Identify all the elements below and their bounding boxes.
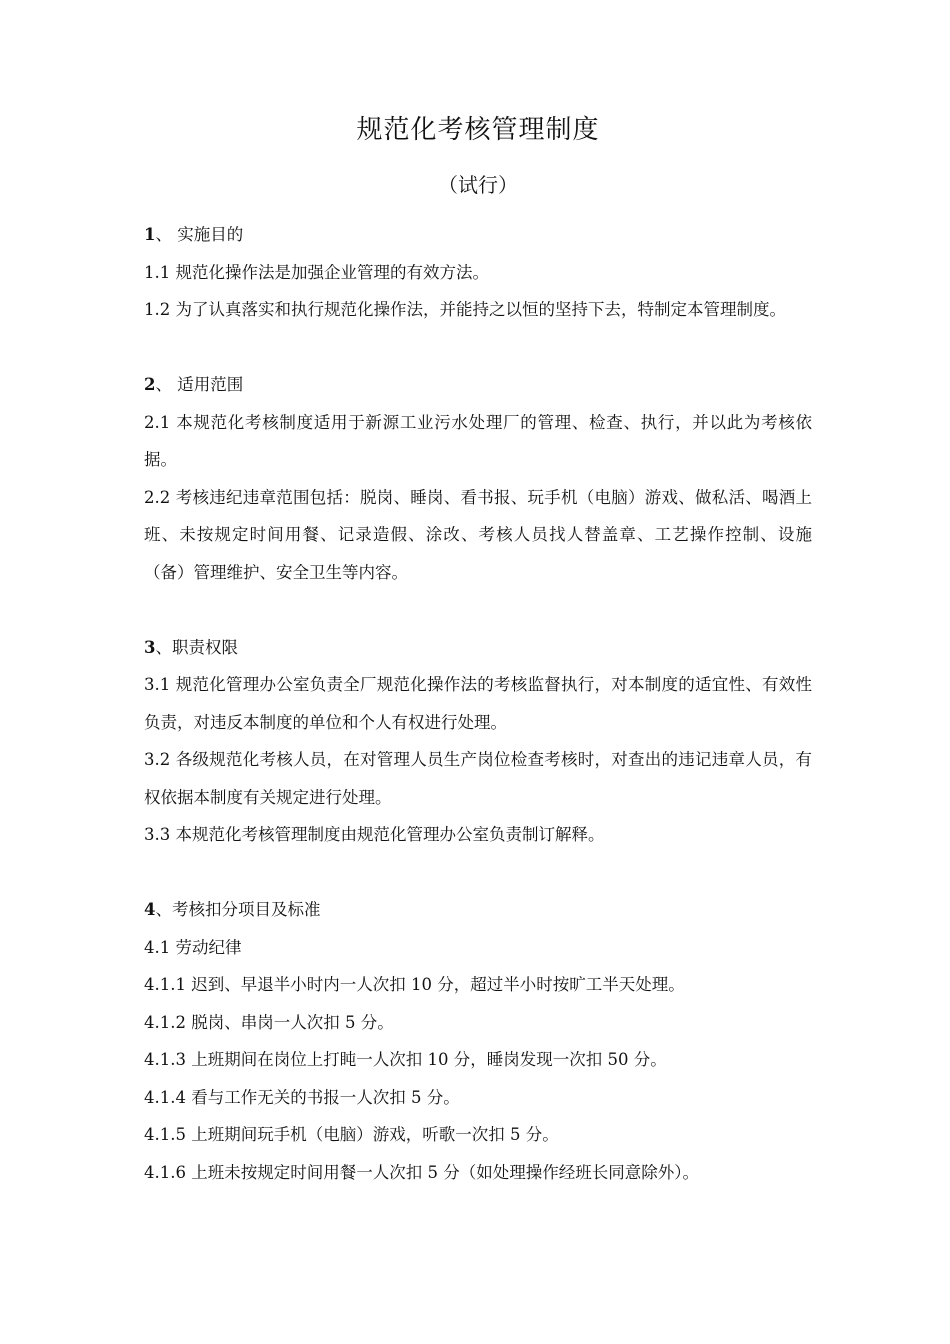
section-heading-text: 、 适用范围	[155, 375, 244, 394]
section-number: 2	[144, 375, 156, 394]
clause-paragraph: 4.1.6 上班未按规定时间用餐一人次扣 5 分（如处理操作经班长同意除外）。	[144, 1162, 699, 1182]
clause-paragraph: 1.1 规范化操作法是加强企业管理的有效方法。	[144, 262, 489, 282]
clause-paragraph: 4.1.1 迟到、早退半小时内一人次扣 10 分，超过半小时按旷工半天处理。	[144, 975, 685, 994]
section-heading	[144, 216, 812, 254]
clause-paragraph: 4.1.2 脱岗、串岗一人次扣 5 分。	[144, 1012, 394, 1032]
section-heading-text: 、 实施目的	[155, 225, 244, 244]
section-number: 3	[144, 637, 156, 657]
clause-paragraph: 3.1 规范化管理办公室负责全厂规范化操作法的考核监督执行，对本制度的适宜性、有效性负责，对违反本制度的单位和个人有权进行处理。	[144, 675, 812, 732]
document-subtitle: （试行）	[438, 173, 518, 197]
clause-paragraph: 4.1 劳动纪律	[144, 937, 242, 957]
section-heading	[144, 629, 812, 667]
clause-paragraph: 4.1.5 上班期间玩手机（电脑）游戏，听歌一次扣 5 分。	[144, 1125, 559, 1144]
section-number: 4	[144, 900, 156, 919]
section-spacer	[144, 591, 812, 629]
document-body	[144, 216, 812, 1191]
clause-paragraph: 2.2 考核违纪违章范围包括：脱岗、睡岗、看书报、玩手机（电脑）游戏、做私活、喝酒上班、未按规定时间用餐、记录造假、涂改、考核人员找人替盖章、工艺操作控制、设施（备）管理维护、安全卫生等内容。	[144, 487, 812, 582]
section-heading	[144, 891, 812, 929]
document-title: 规范化考核管理制度	[356, 115, 600, 145]
section-heading	[144, 366, 812, 404]
clause-paragraph: 3.3 本规范化考核管理制度由规范化管理办公室负责制订解释。	[144, 825, 605, 844]
section-spacer	[144, 329, 812, 367]
clause-paragraph: 2.1 本规范化考核制度适用于新源工业污水处理厂的管理、检查、执行，并以此为考核依据。	[144, 412, 812, 469]
section-heading-text: 、考核扣分项目及标准	[155, 900, 321, 919]
section-spacer	[144, 854, 812, 892]
section-number: 1	[144, 225, 156, 244]
section-heading-text: 、职责权限	[155, 637, 238, 657]
clause-paragraph: 3.2 各级规范化考核人员，在对管理人员生产岗位检查考核时，对查出的违记违章人员，有权依据本制度有关规定进行处理。	[144, 750, 812, 807]
clause-paragraph: 1.2 为了认真落实和执行规范化操作法，并能持之以恒的坚持下去，特制定本管理制度。	[144, 300, 786, 319]
clause-paragraph: 4.1.4 看与工作无关的书报一人次扣 5 分。	[144, 1087, 460, 1107]
clause-paragraph: 4.1.3 上班期间在岗位上打盹一人次扣 10 分，睡岗发现一次扣 50 分。	[144, 1050, 667, 1069]
